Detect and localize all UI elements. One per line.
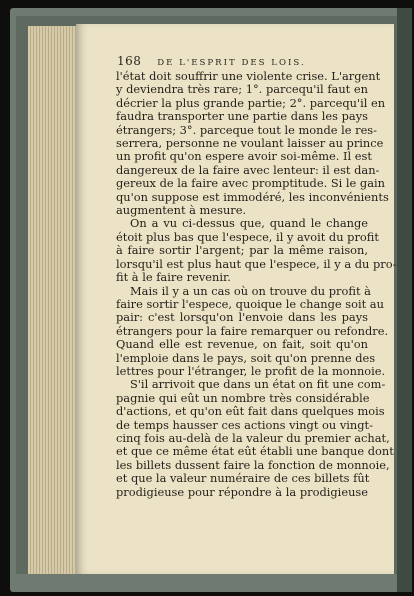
- text-line: cinq fois au-delà de la valeur du premier achat,: [116, 430, 390, 445]
- text-line: faire sortir l'espece, quoique le change soit au: [116, 296, 384, 311]
- book-spine: [397, 8, 412, 592]
- text-line: à faire sortir l'argent; par la même raison,: [116, 243, 368, 258]
- text-line: lettres pour l'étranger, le profit de la monnoie.: [116, 363, 386, 378]
- text-line: décrier la plus grande partie; 2°. parcequ'il en: [116, 95, 386, 110]
- text-line: et que la valeur numéraire de ces billets fût: [116, 471, 370, 486]
- text-line: et que ce même état eût établi une banque dont: [116, 444, 394, 459]
- text-line: serrera, personne ne voulant laisser au prince: [116, 136, 384, 151]
- text-line: de temps hausser ces actions vingt ou vingt-: [116, 417, 373, 432]
- text-line: d'actions, et qu'on eût fait dans quelques mois: [116, 404, 385, 419]
- text-line: augmentent à mesure.: [116, 203, 247, 218]
- text-line: y deviendra très rare; 1°. parcequ'il faut en: [116, 82, 368, 97]
- text-line: les billets dussent faire la fonction de monnoie,: [116, 457, 390, 472]
- text-line: étrangers; 3°. parceque tout le monde le res-: [116, 122, 378, 137]
- text-line: un profit qu'on espere avoir soi-même. Il est: [116, 149, 372, 164]
- text-line: prodigieuse pour répondre à la prodigieuse: [116, 484, 368, 499]
- text-line: dangereux de la faire avec lenteur: il est dan-: [116, 162, 380, 177]
- running-title: DE L'ESPRIT DES LOIS.: [157, 58, 306, 68]
- text-line: Mais il y a un cas où on trouve du profit à: [130, 283, 371, 298]
- text-line: S'il arrivoit que dans un état on fit une com-: [130, 377, 386, 392]
- text-line: gereux de la faire avec promptitude. Si le gain: [116, 176, 385, 191]
- text-line: fit à le faire revenir.: [116, 270, 231, 285]
- text-line: lorsqu'il est plus haut que l'espece, il y a du pro-: [116, 256, 397, 271]
- text-line: étoit plus bas que l'espece, il y avoit du profit: [116, 229, 379, 244]
- text-line: On a vu ci-dessus que, quand le change: [130, 216, 368, 231]
- text-line: qu'on suppose est immodéré, les inconvénients: [116, 189, 389, 204]
- text-line: Quand elle est revenue, on fait, soit qu'on: [116, 337, 368, 352]
- text-line: l'emploie dans le pays, soit qu'on prenne des: [116, 350, 376, 365]
- text-line: l'état doit souffrir une violente crise. L'argent: [116, 69, 381, 83]
- text-line: faudra transporter une partie dans les pays: [116, 109, 368, 124]
- page-number: 168: [117, 54, 142, 68]
- text-line: étrangers pour la faire remarquer ou refondre.: [116, 323, 389, 338]
- text-line: pagnie qui eût un nombre très considérable: [116, 390, 370, 405]
- page-header: [117, 54, 387, 68]
- page-body-text: [116, 69, 397, 499]
- text-line: pair: c'est lorsqu'on l'envoie dans les pays: [116, 310, 368, 325]
